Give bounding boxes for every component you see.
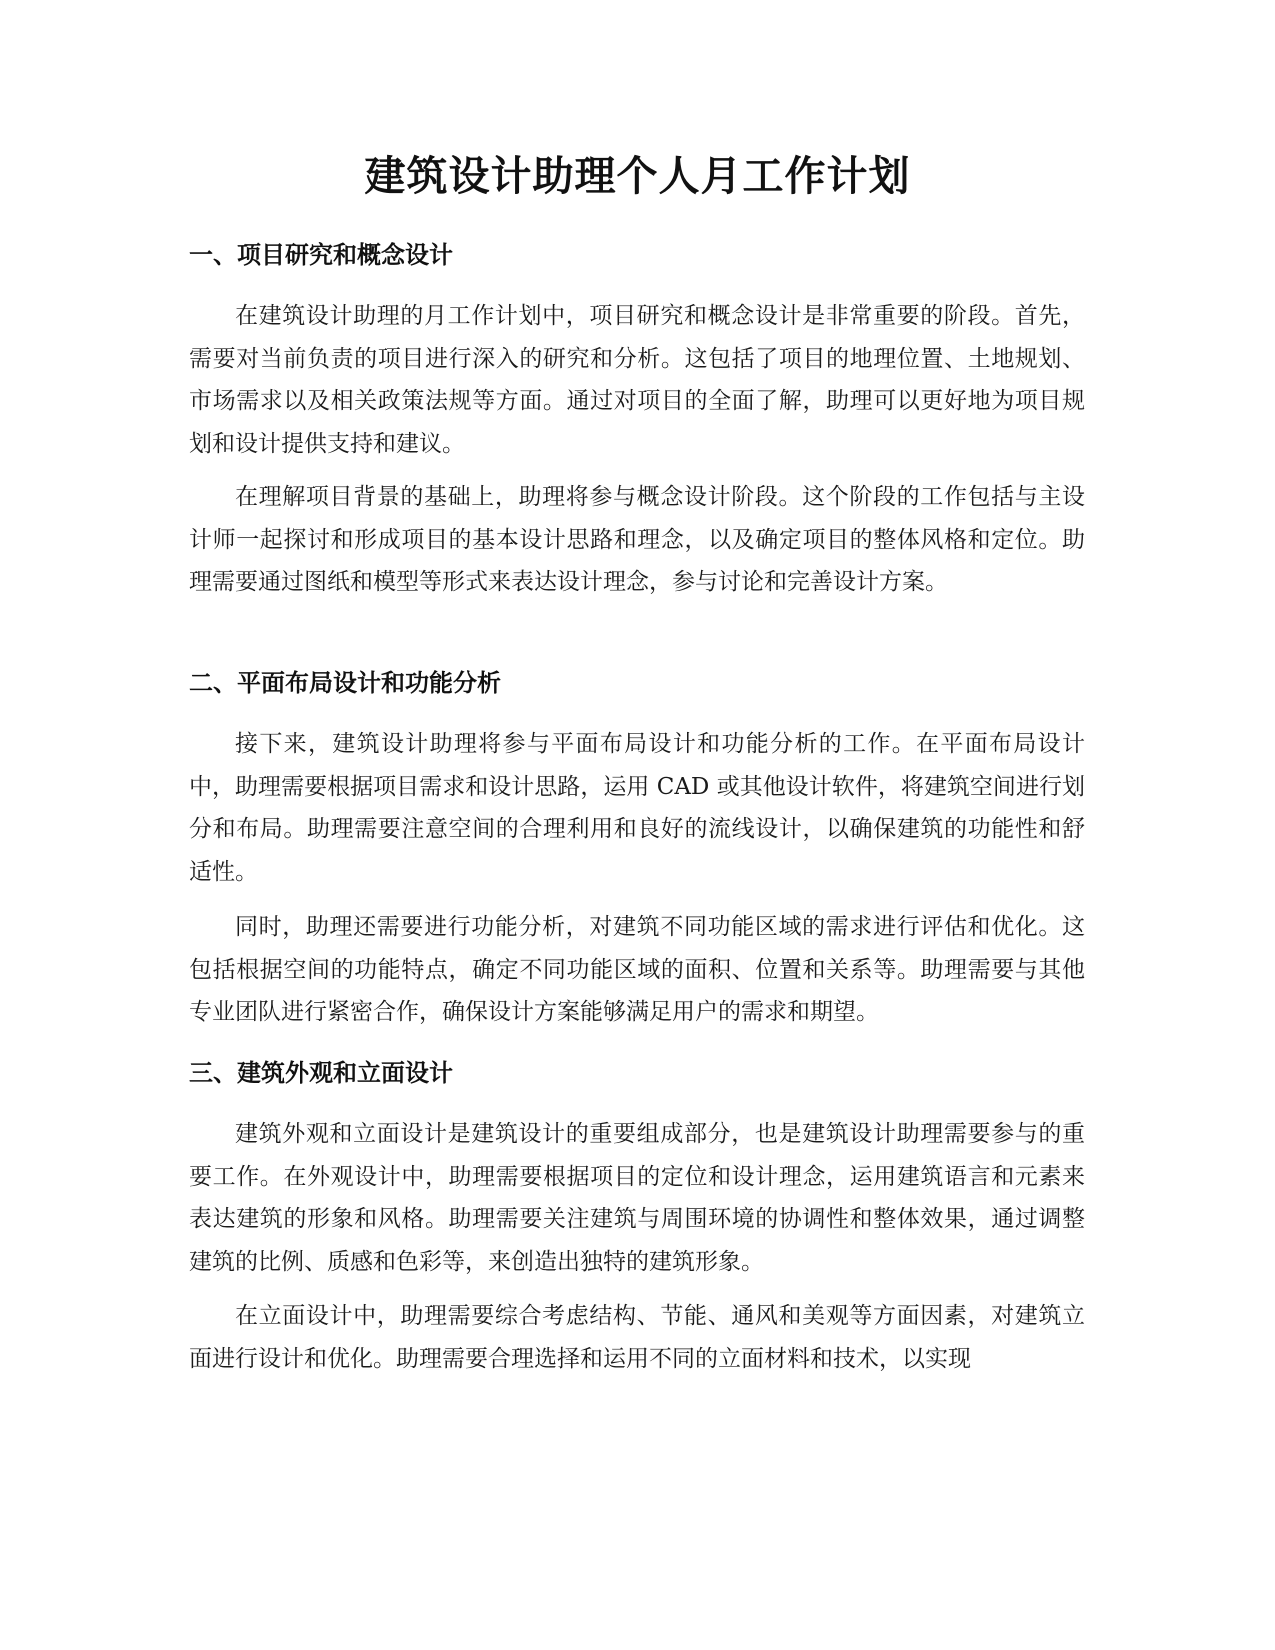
section-2-paragraph-2: 同时，助理还需要进行功能分析，对建筑不同功能区域的需求进行评估和优化。这包括根据空间的功能特点，确定不同功能区域的面积、位置和关系等。助理需要与其他专业团队进行紧密合作，确保设计方案能够满足用户的需求和期望。 <box>189 914 1085 1026</box>
section-1-paragraph-2: 在理解项目背景的基础上，助理将参与概念设计阶段。这个阶段的工作包括与主设计师一起探讨和形成项目的基本设计思路和理念，以及确定项目的整体风格和定位。助理需要通过图纸和模型等形式来表达设计理念，参与讨论和完善设计方案。 <box>189 484 1085 596</box>
section-heading-3: 三、建筑外观和立面设计 <box>189 1059 453 1087</box>
document-title: 建筑设计助理个人月工作计划 <box>364 152 911 200</box>
section-2-paragraph-1: 接下来，建筑设计助理将参与平面布局设计和功能分析的工作。在平面布局设计中，助理需要根据项目需求和设计思路，运用 CAD 或其他设计软件，将建筑空间进行划分和布局。助理需要注意空间的合理利用和良好的流线设计，以确保建筑的功能性和舒适性。 <box>189 731 1085 886</box>
section-heading-1: 一、项目研究和概念设计 <box>189 241 453 269</box>
section-3-paragraph-2: 在立面设计中，助理需要综合考虑结构、节能、通风和美观等方面因素，对建筑立面进行设计和优化。助理需要合理选择和运用不同的立面材料和技术，以实现 <box>189 1303 1085 1372</box>
section-3-paragraph-1: 建筑外观和立面设计是建筑设计的重要组成部分，也是建筑设计助理需要参与的重要工作。在外观设计中，助理需要根据项目的定位和设计理念，运用建筑语言和元素来表达建筑的形象和风格。助理需要关注建筑与周围环境的协调性和整体效果，通过调整建筑的比例、质感和色彩等，来创造出独特的建筑形象。 <box>189 1121 1085 1276</box>
section-1-paragraph-1: 在建筑设计助理的月工作计划中，项目研究和概念设计是非常重要的阶段。首先，需要对当前负责的项目进行深入的研究和分析。这包括了项目的地理位置、土地规划、市场需求以及相关政策法规等方面。通过对项目的全面了解，助理可以更好地为项目规划和设计提供支持和建议。 <box>189 303 1085 458</box>
section-heading-2: 二、平面布局设计和功能分析 <box>189 669 501 697</box>
